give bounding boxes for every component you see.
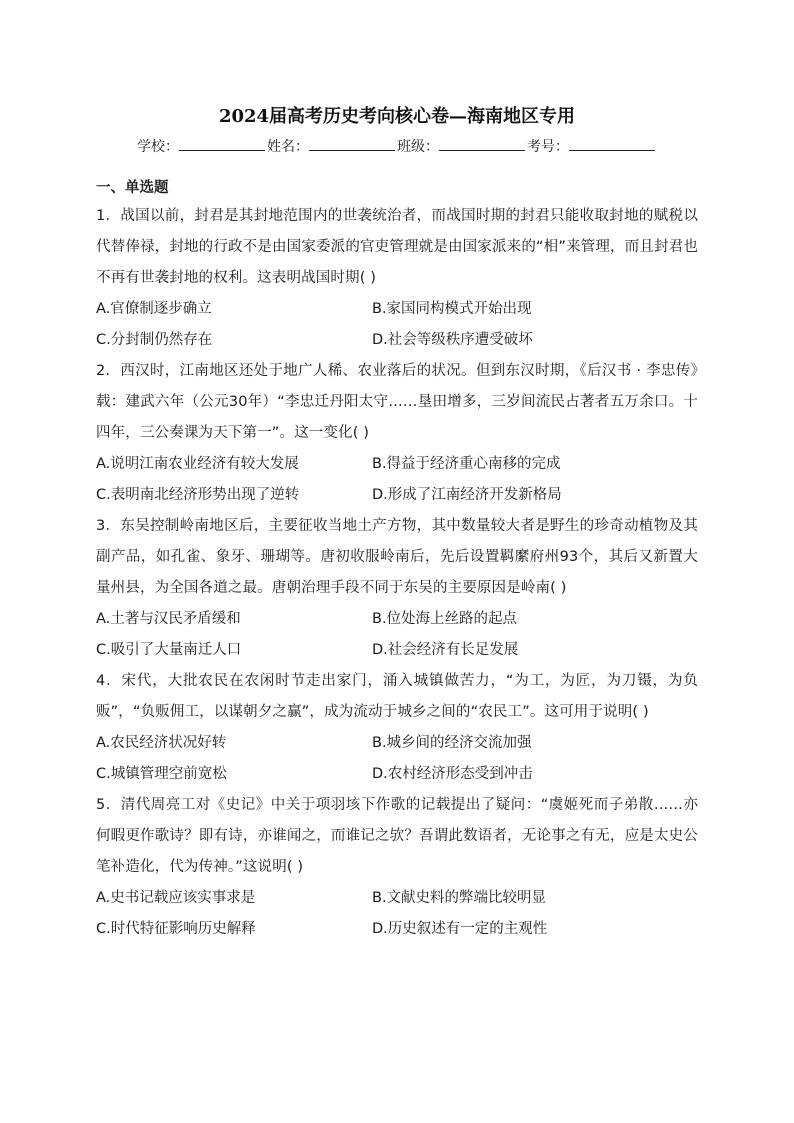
- question-2: [96, 356, 698, 511]
- option-c[interactable]: C.分封制仍然存在: [96, 332, 213, 348]
- option-grid: [96, 728, 698, 790]
- option-a[interactable]: A.官僚制逐步确立: [96, 301, 212, 317]
- option-a[interactable]: A.农民经济状况好转: [96, 735, 227, 751]
- option-c[interactable]: C.表明南北经济形势出现了逆转: [96, 487, 300, 503]
- option-b[interactable]: B.得益于经济重心南移的完成: [372, 456, 561, 472]
- class-label: 班级：: [397, 139, 439, 155]
- question-5: [96, 790, 698, 945]
- option-a[interactable]: A.土著与汉民矛盾缓和: [96, 611, 241, 627]
- question-stem: 3．东吴控制岭南地区后，主要征收当地土产方物，其中数量较大者是野生的珍奇动植物及其副产品，如孔雀、象牙、珊瑚等。唐初收服岭南后，先后设置羁縻府州93个，其后又新置大量州县，为全国各道之最。唐朝治理手段不同于东吴的主要原因是岭南( ): [96, 518, 698, 596]
- option-c[interactable]: C.时代特征影响历史解释: [96, 921, 256, 937]
- exam-title: 2024届高考历史考向核心卷—海南地区专用: [218, 106, 576, 127]
- question-stem: 1．战国以前，封君是其封地范围内的世袭统治者，而战国时期的封君只能收取封地的赋税以代替俸禄，封地的行政不是由国家委派的官吏管理就是由国家派来的“相”来管理，而且封君也不再有世袭封地的权利。这表明战国时期( ): [96, 208, 698, 286]
- option-d[interactable]: D.形成了江南经济开发新格局: [372, 487, 562, 503]
- option-b[interactable]: B.城乡间的经济交流加强: [372, 735, 532, 751]
- option-grid: [96, 294, 698, 356]
- question-3: [96, 511, 698, 666]
- exam-no-label: 考号：: [527, 139, 569, 155]
- exam-no-blank[interactable]: [569, 136, 655, 151]
- school-blank[interactable]: [179, 136, 265, 151]
- question-1: [96, 201, 698, 356]
- option-grid: [96, 883, 698, 945]
- option-grid: [96, 449, 698, 511]
- option-grid: [96, 604, 698, 666]
- class-blank[interactable]: [439, 136, 525, 151]
- option-d[interactable]: D.农村经济形态受到冲击: [372, 766, 533, 782]
- option-d[interactable]: D.社会等级秩序遭受破坏: [372, 332, 533, 348]
- option-b[interactable]: B.文献史料的弊端比较明显: [372, 890, 547, 906]
- name-blank[interactable]: [309, 136, 395, 151]
- name-label: 姓名：: [267, 139, 309, 155]
- option-c[interactable]: C.城镇管理空前宽松: [96, 766, 227, 782]
- question-stem: 2．西汉时，江南地区还处于地广人稀、农业落后的状况。但到东汉时期，《后汉书 · 李忠传》载：建武六年（公元30年）“李忠迁丹阳太守……垦田增多，三岁间流民占著者五万余口。十四年，三公奏课为天下第一”。这一变化( ): [96, 363, 698, 441]
- option-b[interactable]: B.位处海上丝路的起点: [372, 611, 518, 627]
- option-d[interactable]: D.社会经济有长足发展: [372, 642, 519, 658]
- school-label: 学校：: [137, 139, 179, 155]
- option-c[interactable]: C.吸引了大量南迁人口: [96, 642, 242, 658]
- option-b[interactable]: B.家国同构模式开始出现: [372, 301, 532, 317]
- student-info-row: [96, 136, 698, 158]
- option-a[interactable]: A.说明江南农业经济有较大发展: [96, 456, 299, 472]
- question-stem: 5．清代周亮工对《史记》中关于项羽垓下作歌的记载提出了疑问：“虞姬死而子弟散……亦何暇更作歌诗？即有诗，亦谁闻之，而谁记之欤？吾谓此数语者，无论事之有无，应是太史公笔补造化，代为传神。”这说明( ): [96, 797, 698, 875]
- question-4: [96, 666, 698, 790]
- option-a[interactable]: A.史书记载应该实事求是: [96, 890, 256, 906]
- section-title: 一、单选题: [96, 180, 169, 196]
- question-stem: 4．宋代，大批农民在农闲时节走出家门，涌入城镇做苦力，“为工，为匠，为刀镊，为负贩”，“负贩佣工，以谋朝夕之赢”，成为流动于城乡之间的“农民工”。这可用于说明( ): [96, 673, 698, 720]
- option-d[interactable]: D.历史叙述有一定的主观性: [372, 921, 548, 937]
